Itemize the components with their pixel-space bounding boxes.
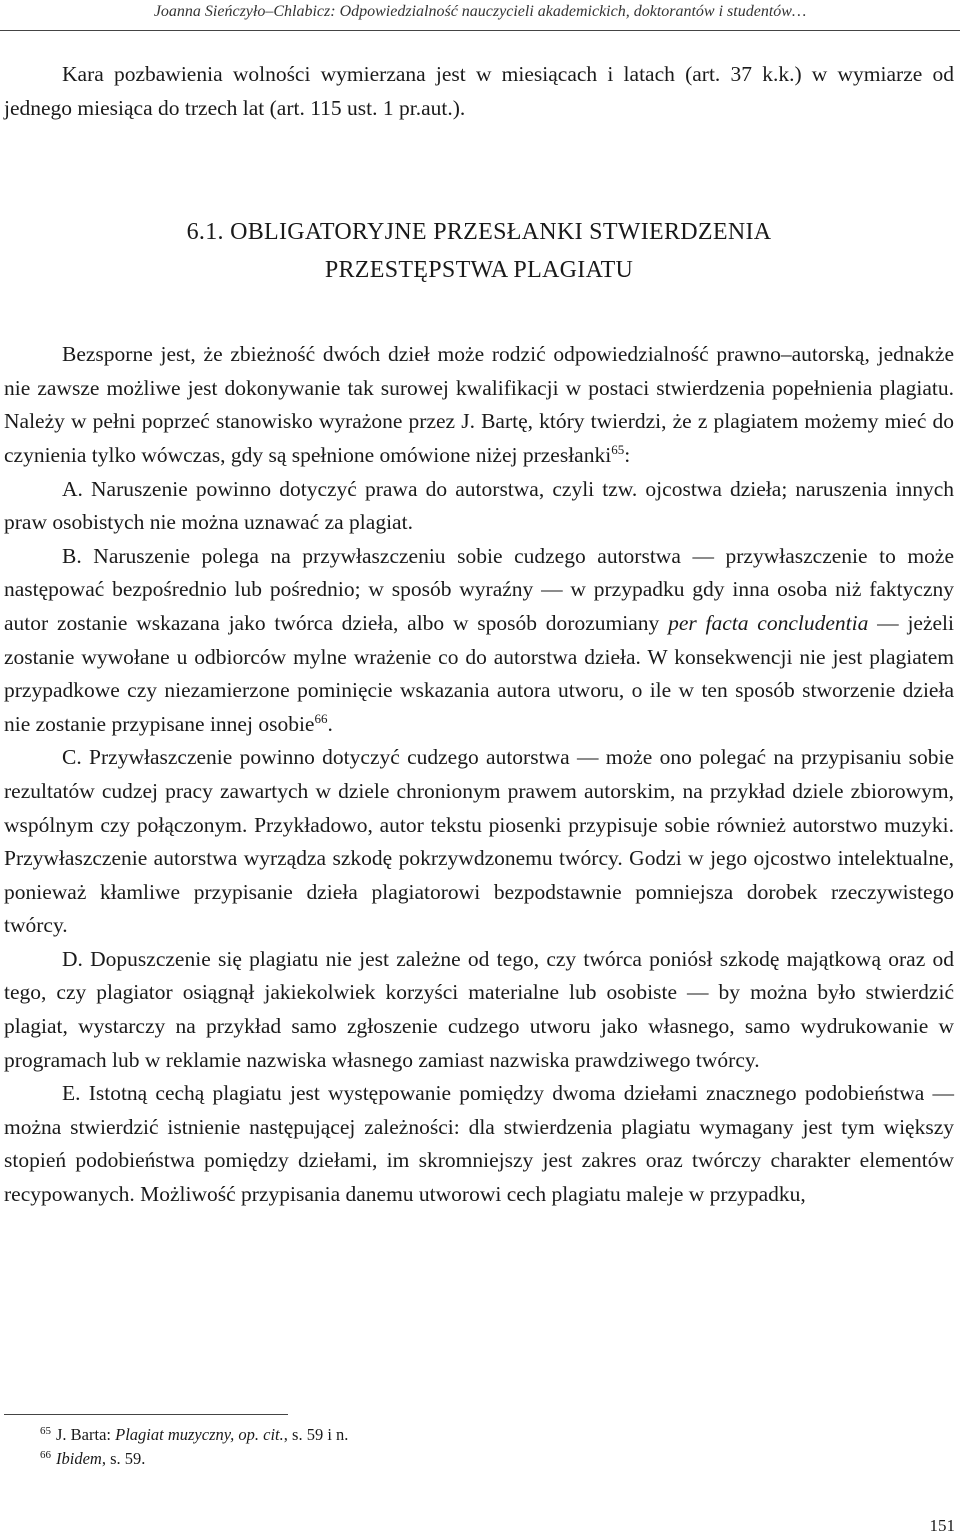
paragraph-premise-d: D. Dopuszczenie się plagiatu nie jest zależne od tego, czy twórca poniósł szkodę majątkową oraz od tego, czy plagiator osiągnął jakiekolwiek korzyści materialne lub osobiste — by można było stwierdzić plagiat, wystarczy na przykład samo zgłoszenie cudzego utworu jako własnego, samo wydrukowanie w programach lub w reklamie nazwiska własnego zamiast nazwiska prawdziwego twórcy. [4,946,954,1072]
paragraph-text: Bezsporne jest, że zbieżność dwóch dzieł może rodzić odpowiedzialność prawno–autorską, jednakże nie zawsze możliwe jest dokonywanie tak surowej kwalifikacji w postaci stwierdzenia popełnienia plagiatu. Należy w pełni poprzeć stanowisko wyrażone przez J. Bartę, który twierdzi, że z plagiatem możemy mieć do czynienia tylko wówczas, gdy są spełnione omówione niżej przesłanki [4,342,954,467]
header-rule [0,30,960,31]
footnote-text-end: , s. 59 i n. [283,1425,349,1444]
paragraph-intro-premises [4,338,954,472]
intro-paragraph: Kara pozbawienia wolności wymierzana jest w miesiącach i latach (art. 37 k.k.) w wymiarze od jednego miesiąca do trzech lat (art. 115 ust. 1 pr.aut.). [4,62,954,120]
footnote-text: J. Barta: [56,1425,116,1444]
paragraph-premise-a: A. Naruszenie powinno dotyczyć prawa do autorstwa, czyli tzw. ojcostwa dzieła; naruszenia innych praw osobistych nie można uznawać za plagiat. [4,476,954,535]
footnote-ref-66[interactable]: 66 [314,710,328,726]
section-heading-line-1: 6.1. OBLIGATORYJNE PRZESŁANKI STWIERDZENIA [186,219,772,246]
footnote-number: 66 [40,1448,51,1461]
paragraph-premise-e: E. Istotną cechą plagiatu jest występowanie pomiędzy dwoma dziełami znacznego podobieństwa — można stwierdzić istnienie następującej zależności: dla stwierdzenia plagiatu wymagany jest tym większy stopień podobieństwa pomiędzy dziełami, im skromniejszy jest zakres oraz twórczy charakter elementów recypowanych. Możliwość przypisania danemu utworowi cech plagiatu maleje w przypadku, [4,1081,954,1207]
paragraph-text-end: : [624,442,631,467]
paragraph-text: B. Naruszenie polega na przywłaszczeniu sobie cudzego autorstwa — przywłaszczenie to może następować bezpośrednio lub pośrednio; w sposób wyraźny — w przypadku gdy inna osoba niż faktyczny autor zostanie wskazana jako twórca dzieła, albo w sposób dorozumiany [4,543,954,635]
paragraph-text-end: . [327,711,333,736]
body-text [4,58,954,1212]
footnote-number: 65 [40,1424,51,1437]
footnote-title: Plagiat muzyczny, op. cit. [115,1425,284,1444]
footnote-text-end: , s. 59. [101,1449,146,1468]
latin-phrase: per facta concludentia [668,610,869,635]
footnote-66 [40,1447,348,1471]
footnote-rule [4,1414,288,1415]
paragraph-premise-c: C. Przywłaszczenie powinno dotyczyć cudzego autorstwa — może ono polegać na przypisaniu sobie rezultatów cudzej pracy zawartych w dziele chronionym prawem autorskim, na przykład dziele zbiorowym, wspólnym czy połączonym. Przykładowo, autor tekstu piosenki przypisuje sobie również autorstwo muzyki. Przywłaszczenie autorstwa wyrządza szkodę pokrzywdzonemu twórcy. Godzi w jego ojcostwo intelektualne, ponieważ kłamliwe przypisanie dzieła plagiatorowi bezpodstawnie pomniejsza dorobek rzeczywistego twórcy. [4,745,954,938]
footnote-ref-65[interactable]: 65 [611,441,625,457]
page-number: 151 [929,1516,955,1535]
section-heading [4,213,954,289]
running-header: Joanna Sieńczyło–Chlabicz: Odpowiedzialność nauczycieli akademickich, doktorantów i studentów… [153,3,807,20]
section-heading-line-2: PRZESTĘPSTWA PLAGIATU [324,257,634,284]
footnote-65 [40,1423,348,1447]
paragraph-text-cont: — jeżeli zostanie wywołane u odbiorców mylne wrażenie co do autorstwa dzieła. W konsekwencji nie jest plagiatem przypadkowe czy niezamierzone pominięcie wskazania autora utworu, o ile w ten sposób stworzenie dzieła nie zostanie przypisane innej osobie [4,610,954,736]
footnotes [40,1423,348,1471]
footnote-title: Ibidem [56,1449,102,1468]
paragraph-premise-b [4,540,954,742]
